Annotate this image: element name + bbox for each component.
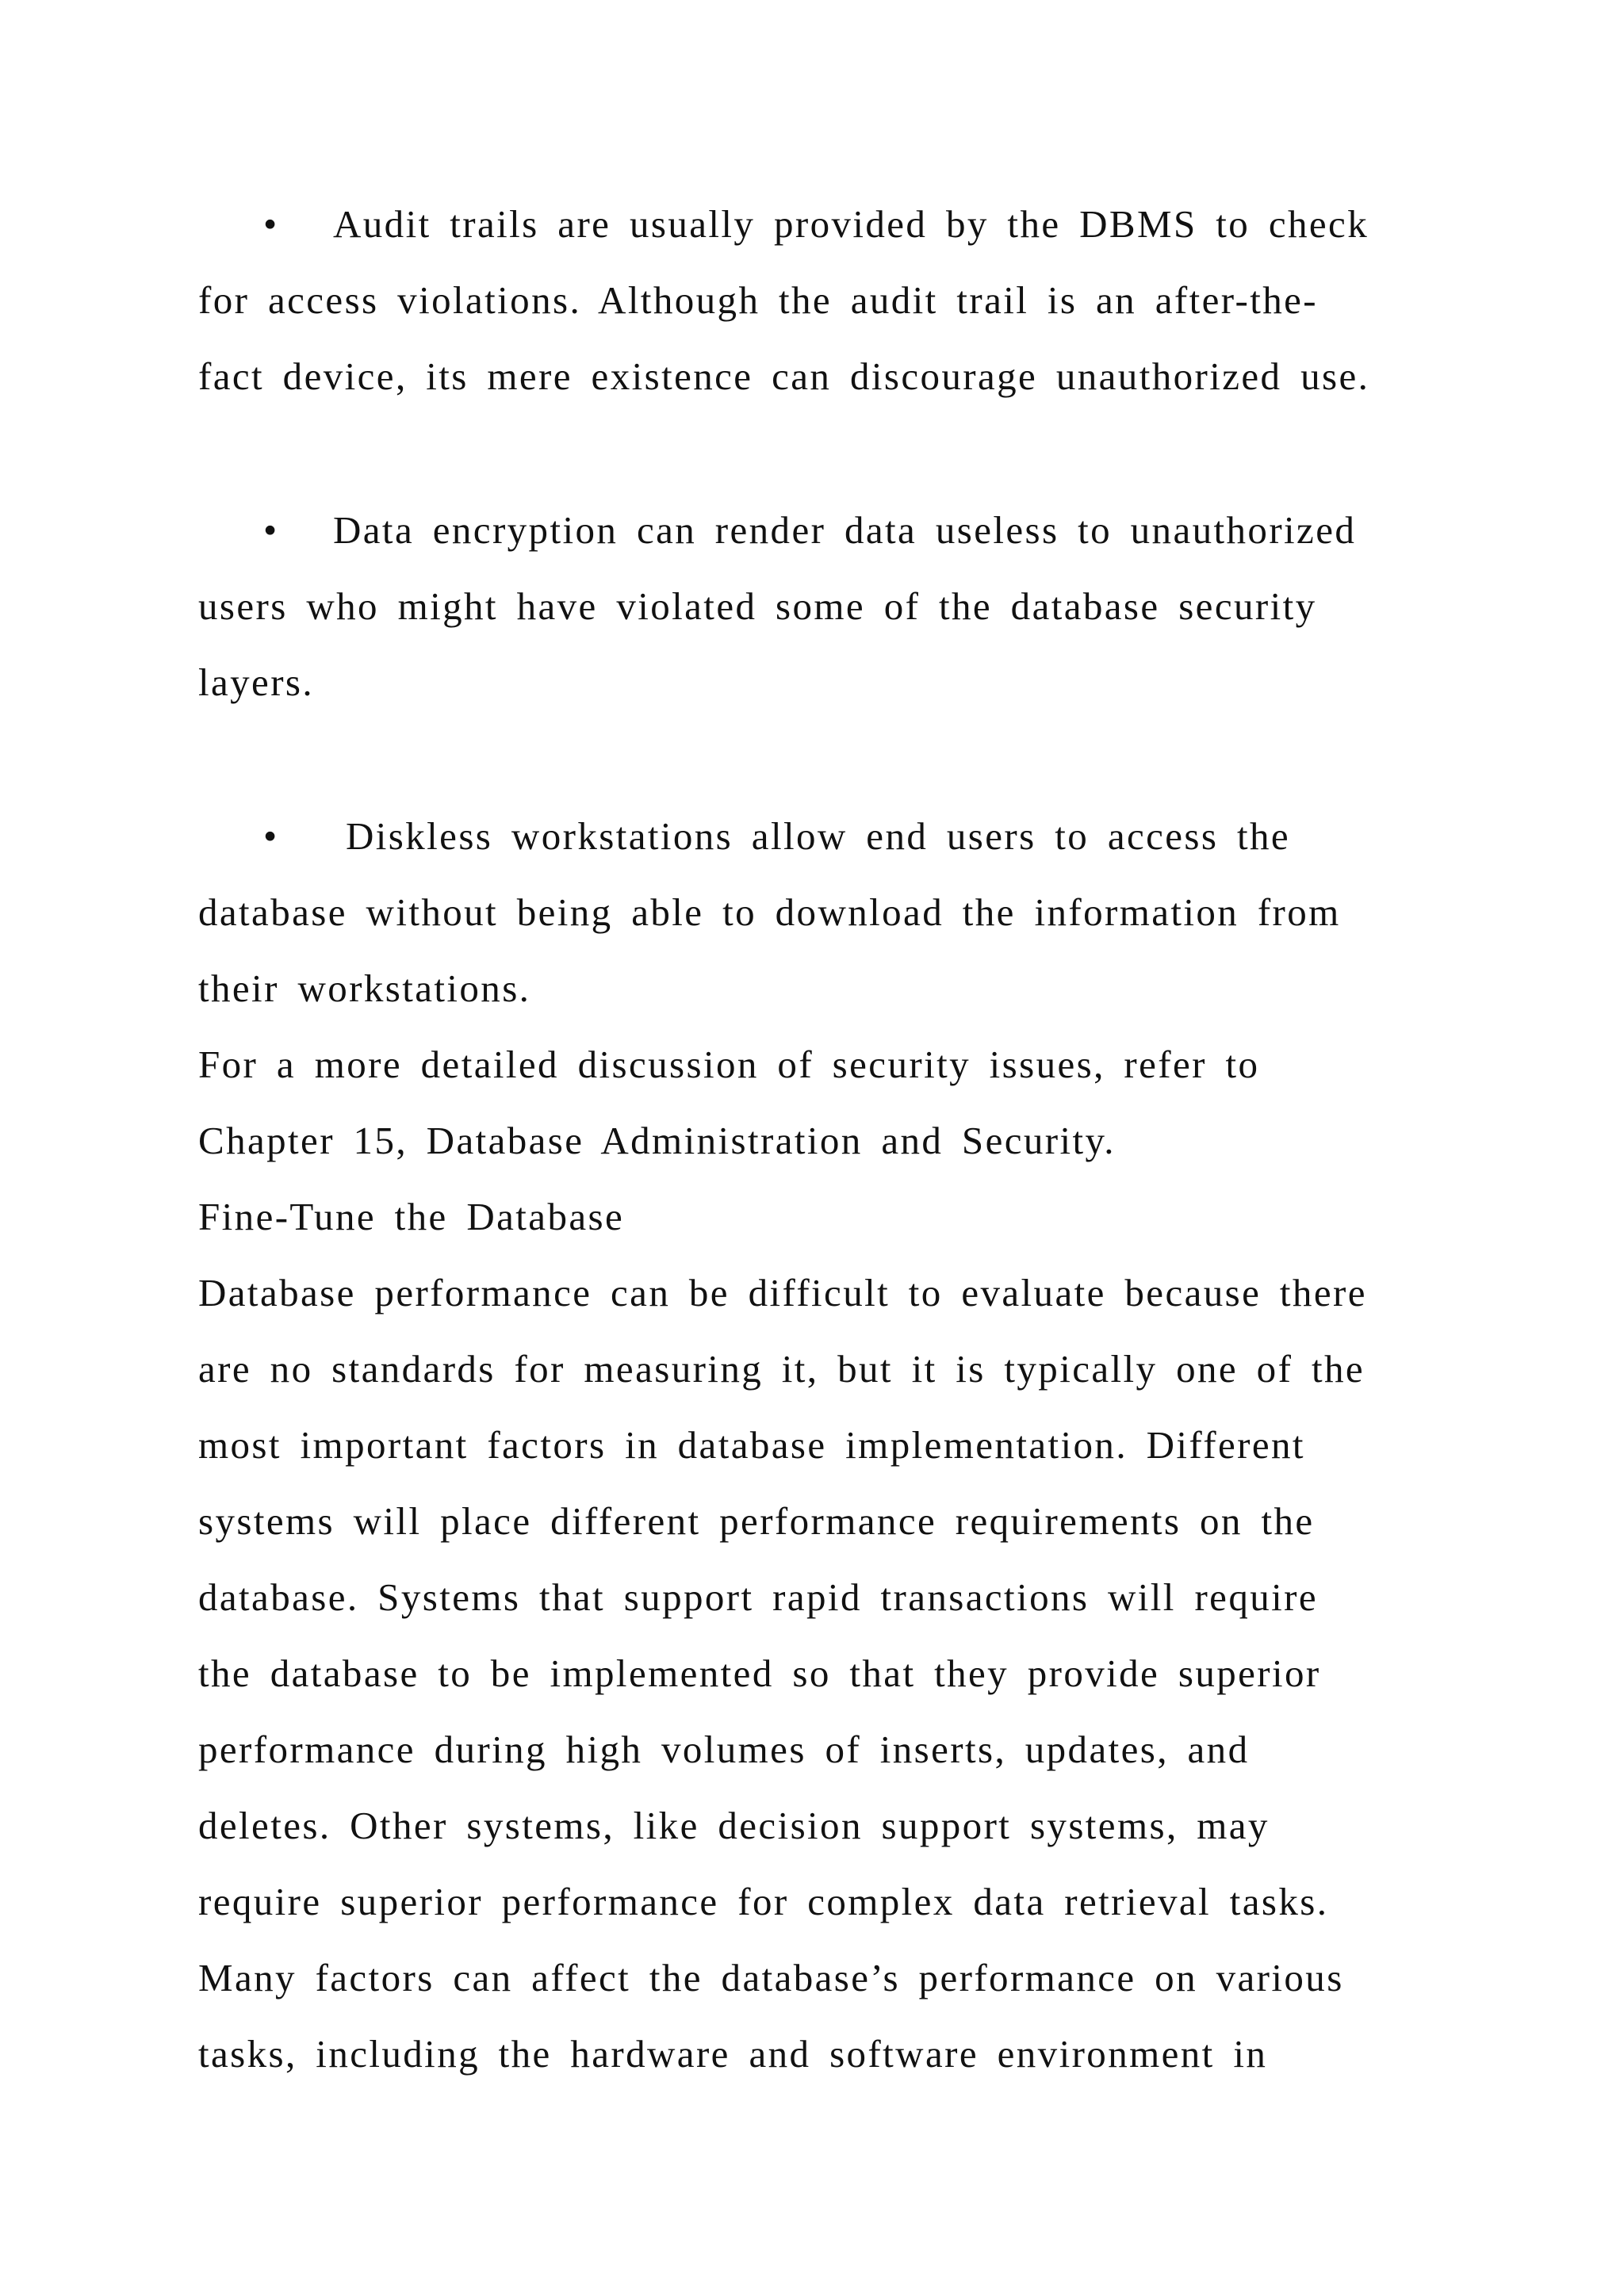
bullet-line: for access violations. Although the audit trail is an after-the- <box>198 278 1318 322</box>
paragraph-line: database. Systems that support rapid transactions will require <box>198 1575 1319 1619</box>
paragraph-line: require superior performance for complex data retrieval tasks. <box>198 1880 1329 1923</box>
bullet-marker: • <box>263 508 278 552</box>
bullet-line: Diskless workstations allow end users to access the <box>346 814 1291 858</box>
paragraph-line: the database to be implemented so that they provide superior <box>198 1651 1321 1695</box>
paragraph-line: deletes. Other systems, like decision support systems, may <box>198 1804 1270 1847</box>
bullet-marker: • <box>263 814 278 858</box>
bullet-line: fact device, its mere existence can discourage unauthorized use. <box>198 354 1370 398</box>
paragraph-line: Many factors can affect the database’s performance on various <box>198 1956 1344 1999</box>
paragraph-line: performance during high volumes of inserts, updates, and <box>198 1728 1250 1771</box>
paragraph-line: most important factors in database implementation. Different <box>198 1423 1305 1467</box>
bullet-marker: • <box>263 202 278 246</box>
paragraph-line: tasks, including the hardware and software environment in <box>198 2032 1268 2076</box>
paragraph-line: Chapter 15, Database Administration and Security. <box>198 1119 1116 1162</box>
paragraph-line: are no standards for measuring it, but it is typically one of the <box>198 1347 1365 1391</box>
bullet-line: users who might have violated some of the database security <box>198 584 1317 628</box>
paragraph-line: For a more detailed discussion of security issues, refer to <box>198 1043 1260 1086</box>
paragraph-line: Database performance can be difficult to evaluate because there <box>198 1271 1367 1314</box>
bullet-line: Audit trails are usually provided by the DBMS to check <box>333 202 1369 246</box>
paragraph-line: systems will place different performance requirements on the <box>198 1499 1315 1543</box>
bullet-line: their workstations. <box>198 966 531 1010</box>
bullet-line: database without being able to download the information from <box>198 890 1341 934</box>
bullet-line: layers. <box>198 660 315 704</box>
bullet-line: Data encryption can render data useless to unauthorized <box>333 508 1357 552</box>
section-heading: Fine-Tune the Database <box>198 1195 625 1238</box>
